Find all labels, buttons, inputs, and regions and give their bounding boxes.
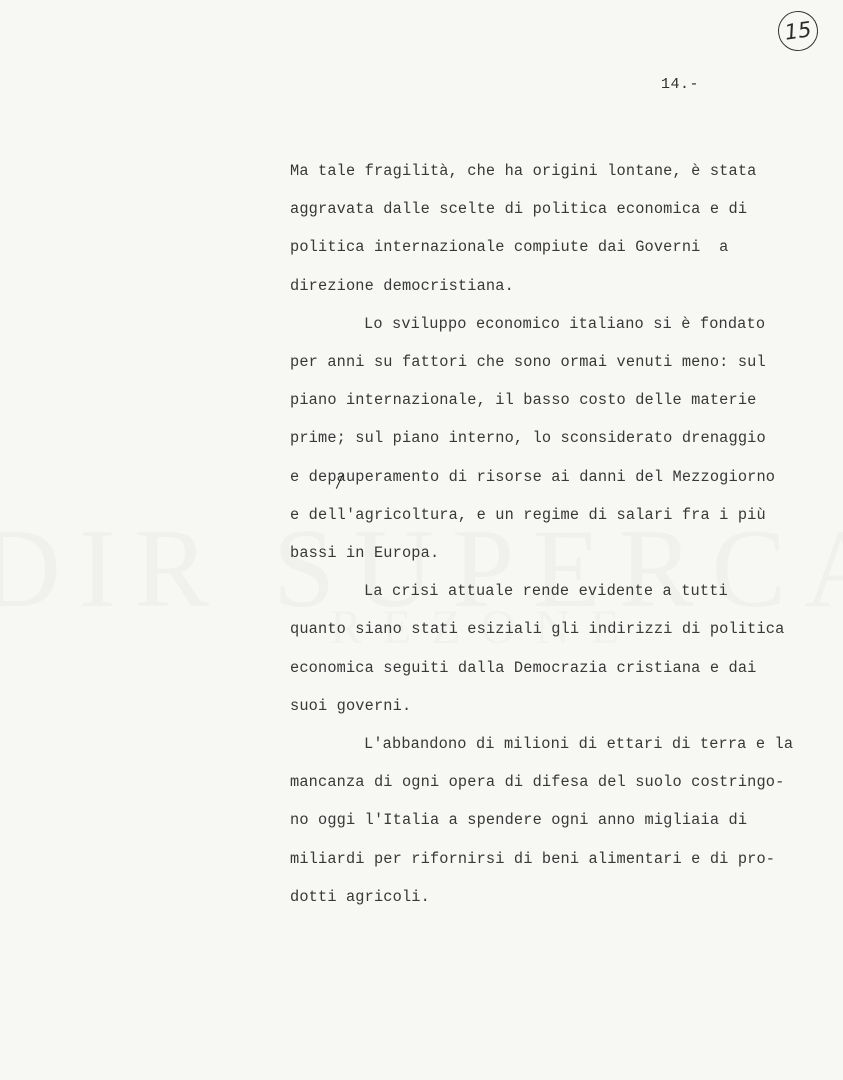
text-line: miliardi per rifornirsi di beni alimentari e di pro- [290, 849, 776, 868]
text-line: aggravata dalle scelte di politica economica e di [290, 200, 748, 219]
text-line: L'abbandono di milioni di ettari di terra e la [364, 735, 794, 754]
paragraph-4 [290, 725, 830, 916]
archive-number-stamp [775, 8, 820, 53]
text-line: La crisi attuale rende evidente a tutti [364, 582, 728, 601]
text-line: piano internazionale, il basso costo delle materie [290, 391, 757, 410]
text-line: e depauperamento di risorse ai danni del Mezzogiorno [290, 467, 776, 486]
paragraph-2 [290, 305, 830, 572]
text-line: per anni su fattori che sono ormai venuti meno: sul [290, 353, 766, 372]
paragraph-3 [290, 572, 830, 725]
text-line: politica internazionale compiute dai Governi a [290, 238, 729, 257]
text-line: direzione democristiana. [290, 276, 514, 295]
page-number: 14.- [661, 76, 700, 93]
paragraph-1 [290, 152, 830, 305]
text-line: Lo sviluppo economico italiano si è fondato [364, 314, 766, 333]
text-line: bassi in Europa. [290, 544, 440, 563]
text-line: prime; sul piano interno, lo sconsiderato drenaggio [290, 429, 766, 448]
archive-number: 15 [783, 17, 813, 45]
text-line: quanto siano stati esiziali gli indirizzi di politica [290, 620, 785, 639]
text-line: no oggi l'Italia a spendere ogni anno migliaia di [290, 811, 748, 830]
document-body [290, 152, 830, 916]
text-line: dotti agricoli. [290, 887, 430, 906]
text-line: economica seguiti dalla Democrazia cristiana e dai [290, 658, 757, 677]
text-line: suoi governi. [290, 696, 412, 715]
text-line: Ma tale fragilità, che ha origini lontane, è stata [290, 162, 757, 180]
text-line: e dell'agricoltura, e un regime di salari fra i più [290, 505, 766, 524]
text-line: mancanza di ogni opera di difesa del suolo costringo- [290, 773, 785, 792]
